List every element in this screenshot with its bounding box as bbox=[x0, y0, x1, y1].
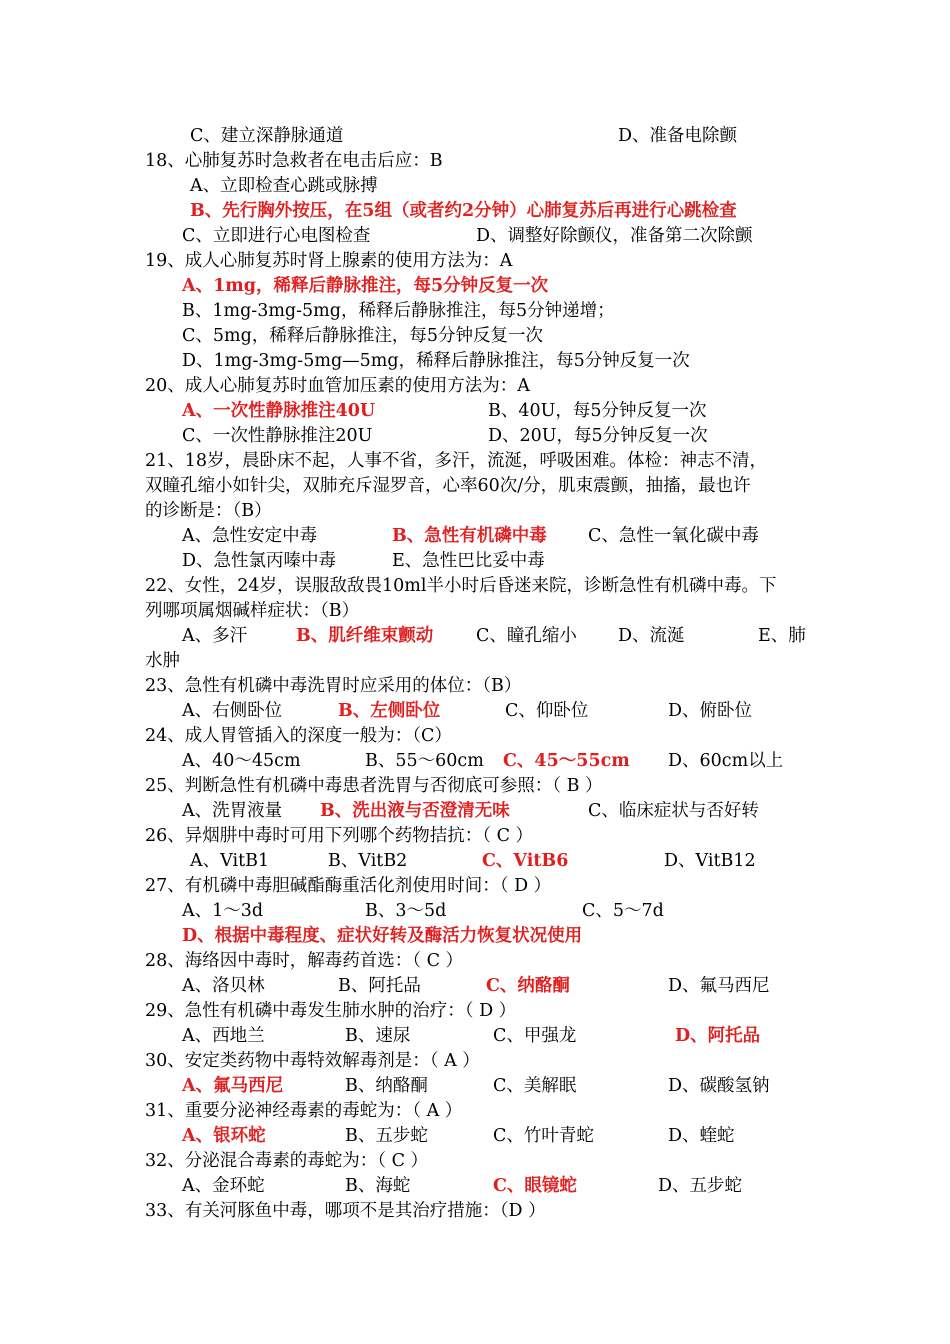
correct-answer-text: C、45～55cm bbox=[503, 751, 630, 771]
correct-answer-text: D、阿托品 bbox=[675, 1026, 761, 1046]
question-text-line: 32、分泌混合毒素的毒蛇为：（ C ） bbox=[145, 1151, 429, 1171]
question-text-line: D、五步蛇 bbox=[658, 1176, 743, 1196]
correct-answer-text: A、一次性静脉推注40U bbox=[182, 401, 376, 421]
question-text-line: A、金环蛇 bbox=[182, 1176, 265, 1196]
question-text-line: A、右侧卧位 bbox=[182, 701, 283, 721]
question-text-line: 28、海络因中毒时，解毒药首选：（ C ） bbox=[145, 951, 464, 971]
question-text-line: B、五步蛇 bbox=[345, 1126, 428, 1146]
correct-answer-text: C、VitB6 bbox=[482, 851, 569, 871]
question-text-line: B、VitB2 bbox=[328, 851, 408, 871]
question-text-line: 29、急性有机磷中毒发生肺水肿的治疗：（ D ） bbox=[145, 1001, 517, 1021]
question-text-line: C、瞳孔缩小 bbox=[476, 626, 577, 646]
question-text-line: B、纳酪酮 bbox=[345, 1076, 428, 1096]
question-text-line: A、立即检查心跳或脉搏 bbox=[190, 176, 378, 196]
question-text-line: D、1mg-3mg-5mg—5mg，稀释后静脉推注，每5分钟反复一次 bbox=[182, 351, 690, 371]
question-text-line: 27、有机磷中毒胆碱酯酶重活化剂使用时间：（ D ） bbox=[145, 876, 552, 896]
question-text-line: B、速尿 bbox=[345, 1026, 411, 1046]
question-text-line: A、多汗 bbox=[182, 626, 248, 646]
question-text-line: 18、心肺复苏时急救者在电击后应：B bbox=[145, 151, 443, 171]
correct-answer-text: B、急性有机磷中毒 bbox=[392, 526, 547, 546]
question-text-line: D、流涎 bbox=[618, 626, 685, 646]
question-text-line: D、急性氯丙嗪中毒 bbox=[182, 551, 337, 571]
question-text-line: 33、有关河豚鱼中毒，哪项不是其治疗措施：（D ） bbox=[145, 1201, 546, 1221]
correct-answer-text: B、肌纤维束颤动 bbox=[296, 626, 434, 646]
question-text-line: 双瞳孔缩小如针尖，双肺充斥湿罗音，心率60次/分，肌束震颤，抽搐，最也许 bbox=[145, 476, 751, 496]
correct-answer-text: A、银环蛇 bbox=[182, 1126, 266, 1146]
question-text-line: 20、成人心肺复苏时血管加压素的使用方法为：A bbox=[145, 376, 530, 396]
question-text-line: C、甲强龙 bbox=[493, 1026, 577, 1046]
question-text-line: C、临床症状与否好转 bbox=[588, 801, 759, 821]
question-text-line: A、急性安定中毒 bbox=[182, 526, 318, 546]
question-text-line: D、蝰蛇 bbox=[668, 1126, 735, 1146]
question-text-line: A、1～3d bbox=[182, 901, 264, 921]
question-text-line: D、60cm以上 bbox=[668, 751, 784, 771]
question-text-line: D、20U，每5分钟反复一次 bbox=[488, 426, 708, 446]
question-text-line: B、海蛇 bbox=[345, 1176, 411, 1196]
question-text-line: D、准备电除颤 bbox=[618, 126, 738, 146]
question-text-line: A、洗胃液量 bbox=[182, 801, 283, 821]
correct-answer-text: C、纳酪酮 bbox=[486, 976, 570, 996]
question-text-line: D、碳酸氢钠 bbox=[668, 1076, 770, 1096]
question-text-line: C、一次性静脉推注20U bbox=[182, 426, 373, 446]
question-text-line: A、洛贝林 bbox=[182, 976, 265, 996]
question-text-line: E、肺 bbox=[758, 626, 806, 646]
correct-answer-text: A、氟马西尼 bbox=[182, 1076, 284, 1096]
correct-answer-text: C、眼镜蛇 bbox=[493, 1176, 577, 1196]
question-text-line: 31、重要分泌神经毒素的毒蛇为：（ A ） bbox=[145, 1101, 463, 1121]
question-text-line: 19、成人心肺复苏时肾上腺素的使用方法为：A bbox=[145, 251, 513, 271]
question-text-line: 23、急性有机磷中毒洗胃时应采用的体位：（B） bbox=[145, 676, 522, 696]
question-text-line: C、竹叶青蛇 bbox=[493, 1126, 594, 1146]
question-text-line: B、3～5d bbox=[365, 901, 447, 921]
question-text-line: C、建立深静脉通道 bbox=[190, 126, 344, 146]
question-text-line: D、俯卧位 bbox=[668, 701, 753, 721]
question-text-line: D、VitB12 bbox=[664, 851, 756, 871]
question-text-line: 30、安定类药物中毒特效解毒剂是：（ A ） bbox=[145, 1051, 480, 1071]
question-text-line: 列哪项属烟碱样症状：（B） bbox=[145, 601, 360, 621]
question-text-line: C、急性一氧化碳中毒 bbox=[588, 526, 759, 546]
question-text-line: C、5mg，稀释后静脉推注，每5分钟反复一次 bbox=[182, 326, 543, 346]
question-text-line: D、氟马西尼 bbox=[668, 976, 770, 996]
question-text-line: C、5～7d bbox=[582, 901, 664, 921]
correct-answer-text: B、左侧卧位 bbox=[338, 701, 441, 721]
correct-answer-text: B、洗出液与否澄清无味 bbox=[320, 801, 510, 821]
question-text-line: E、急性巴比妥中毒 bbox=[392, 551, 545, 571]
question-text-line: B、55～60cm bbox=[365, 751, 484, 771]
question-text-line: 22、女性，24岁，误服敌敌畏10ml半小时后昏迷来院，诊断急性有机磷中毒。下 bbox=[145, 576, 777, 596]
correct-answer-text: B、先行胸外按压，在5组（或者约2分钟）心肺复苏后再进行心跳检查 bbox=[190, 201, 737, 221]
question-text-line: A、40～45cm bbox=[182, 751, 301, 771]
question-text-line: 的诊断是：（B） bbox=[145, 501, 272, 521]
question-text-line: 24、成人胃管插入的深度一般为：（C） bbox=[145, 726, 452, 746]
correct-answer-text: D、根据中毒程度、症状好转及酶活力恢复状况使用 bbox=[182, 926, 583, 946]
question-text-line: C、仰卧位 bbox=[505, 701, 589, 721]
question-text-line: A、西地兰 bbox=[182, 1026, 265, 1046]
question-text-line: B、1mg-3mg-5mg，稀释后静脉推注，每5分钟递增； bbox=[182, 301, 615, 321]
question-text-line: 25、判断急性有机磷中毒患者洗胃与否彻底可参照：（ B ） bbox=[145, 776, 603, 796]
question-text-line: B、阿托品 bbox=[338, 976, 421, 996]
question-text-line: C、美解眠 bbox=[493, 1076, 577, 1096]
correct-answer-text: A、1mg，稀释后静脉推注，每5分钟反复一次 bbox=[182, 276, 549, 296]
question-text-line: A、VitB1 bbox=[190, 851, 270, 871]
question-text-line: D、调整好除颤仪，准备第二次除颤 bbox=[476, 226, 753, 246]
question-text-line: C、立即进行心电图检查 bbox=[182, 226, 371, 246]
question-text-line: 21、18岁，晨卧床不起，人事不省，多汗，流涎，呼吸困难。体检：神志不清， bbox=[145, 451, 768, 471]
question-text-line: 26、异烟肼中毒时可用下列哪个药物拮抗：（ C ） bbox=[145, 826, 534, 846]
question-text-line: B、40U，每5分钟反复一次 bbox=[488, 401, 707, 421]
question-text-line: 水肿 bbox=[145, 651, 180, 671]
